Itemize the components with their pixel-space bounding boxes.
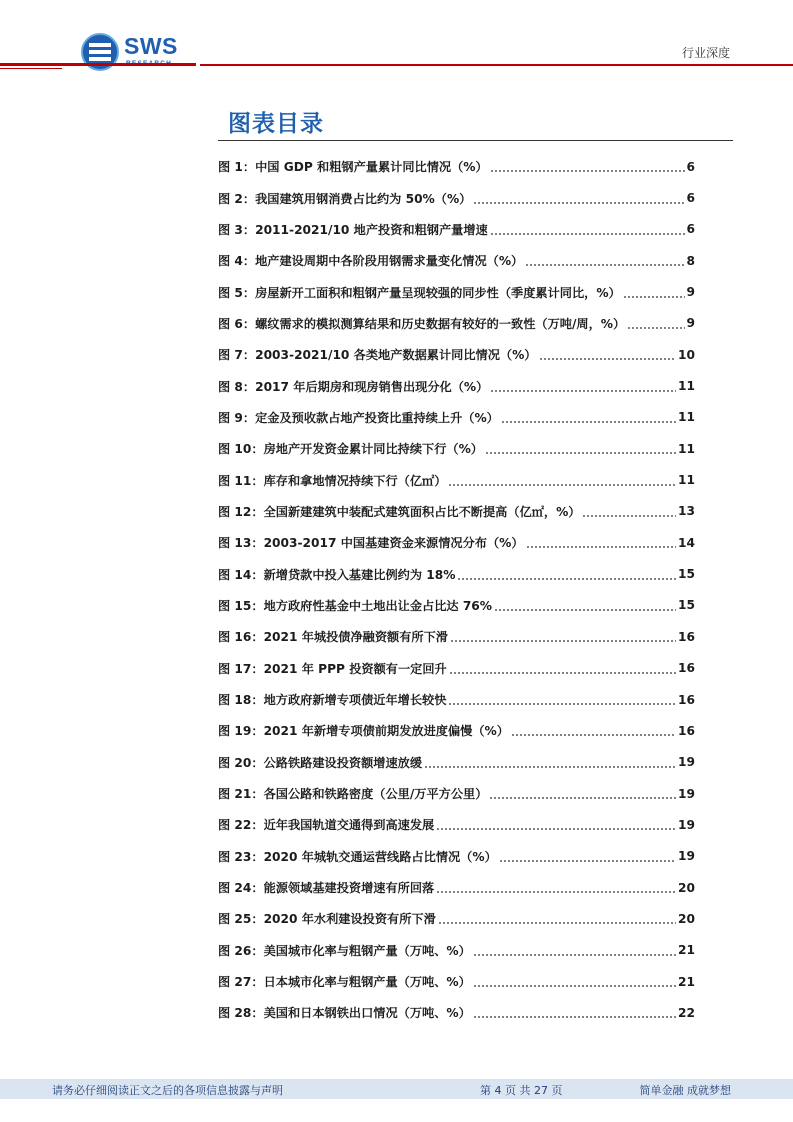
toc-entry-label: 图 5：房屋新开工面积和粗钢产量呈现较强的同步性（季度累计同比，%） [218,285,621,300]
toc-leader-dots [582,515,676,517]
toc-entry-page: 22 [678,1005,695,1020]
toc-leader-dots [448,703,676,705]
footer-page-info: 第 4 页 共 27 页 [480,1084,563,1097]
toc-leader-dots [539,358,677,360]
toc-entry-label: 图 22：近年我国轨道交通得到高速发展 [218,818,435,833]
toc-entry[interactable] [218,809,695,840]
toc-entry-page: 19 [678,786,695,801]
report-type-label: 行业深度 [681,46,730,60]
toc-entry-page: 20 [678,911,695,926]
toc-leader-dots [473,985,676,987]
toc-entry[interactable] [218,903,695,934]
toc-leader-dots [436,891,676,893]
toc-entry-page: 19 [678,817,695,832]
toc-leader-dots [457,578,676,580]
toc-entry-page: 6 [686,222,695,237]
toc-entry[interactable] [218,339,695,370]
toc-entry-label: 图 26：美国城市化率与粗钢产量（万吨、%） [218,943,471,958]
toc-leader-dots [623,296,685,298]
toc-entry-page: 19 [678,755,695,770]
toc-entry-page: 19 [678,849,695,864]
toc-entry-label: 图 21：各国公路和铁路密度（公里/万平方公里） [218,787,488,802]
toc-entry-page: 21 [678,943,695,958]
toc-title: 图表目录 [228,111,324,137]
toc-entry-page: 10 [678,347,695,362]
toc-entry[interactable] [218,590,695,621]
logo-text: SWS [124,33,178,59]
company-logo [80,32,190,74]
toc-entry-label: 图 8：2017 年后期房和现房销售出现分化（%） [218,379,489,394]
toc-entry-page: 15 [678,598,695,613]
toc-entry-page: 20 [678,880,695,895]
toc-entry[interactable] [218,653,695,684]
toc-entry-page: 16 [678,661,695,676]
toc-entry-label: 图 10：房地产开发资金累计同比持续下行（%） [218,442,483,457]
toc-entry-page: 11 [678,379,695,394]
toc-leader-dots [494,609,676,611]
header-rule-left-thin [0,68,62,69]
toc-entry-label: 图 15：地方政府性基金中土地出让金占比达 76% [218,598,492,613]
toc-entry[interactable] [218,747,695,778]
toc-entry-label: 图 27：日本城市化率与粗钢产量（万吨、%） [218,975,471,990]
toc-entry[interactable] [218,997,695,1028]
toc-entry-label: 图 9：定金及预收款占地产投资比重持续上升（%） [218,410,499,425]
toc-entry[interactable] [218,966,695,997]
toc-leader-dots [449,672,676,674]
toc-entry[interactable] [218,715,695,746]
toc-list [218,151,695,1029]
toc-leader-dots [627,327,684,329]
toc-leader-dots [424,766,676,768]
toc-leader-dots [490,390,676,392]
toc-entry-label: 图 6：螺纹需求的模拟测算结果和历史数据有较好的一致性（万吨/周，%） [218,316,626,331]
toc-title-rule [218,140,733,141]
toc-entry-page: 13 [678,504,695,519]
toc-leader-dots [485,452,676,454]
toc-leader-dots [490,233,685,235]
toc-entry-page: 16 [678,723,695,738]
toc-leader-dots [526,546,676,548]
toc-entry-page: 21 [678,974,695,989]
toc-entry-label: 图 28：美国和日本钢铁出口情况（万吨、%） [218,1006,471,1021]
toc-entry[interactable] [218,402,695,433]
toc-entry[interactable] [218,276,695,307]
toc-entry[interactable] [218,433,695,464]
toc-entry-label: 图 11：库存和拿地情况持续下行（亿㎡） [218,473,447,488]
toc-entry[interactable] [218,496,695,527]
toc-leader-dots [501,421,676,423]
toc-entry-label: 图 18：地方政府新增专项债近年增长较快 [218,693,447,708]
toc-leader-dots [450,640,676,642]
toc-entry-page: 15 [678,567,695,582]
toc-entry-page: 8 [686,253,695,268]
toc-entry[interactable] [218,151,695,182]
toc-leader-dots [448,484,676,486]
toc-entry[interactable] [218,182,695,213]
toc-entry-label: 图 12：全国新建建筑中装配式建筑面积占比不断提高（亿㎡，%） [218,504,581,519]
toc-leader-dots [490,170,685,172]
toc-entry[interactable] [218,464,695,495]
toc-entry[interactable] [218,841,695,872]
toc-entry[interactable] [218,872,695,903]
toc-leader-dots [473,202,684,204]
toc-entry[interactable] [218,558,695,589]
toc-entry-label: 图 2：我国建筑用钢消费占比约为 50%（%） [218,191,472,206]
toc-leader-dots [436,828,676,830]
toc-entry-page: 9 [686,316,695,331]
toc-entry-label: 图 17：2021 年 PPP 投资额有一定回升 [218,661,447,676]
toc-leader-dots [499,860,676,862]
toc-entry-label: 图 13：2003-2017 中国基建资金来源情况分布（%） [218,536,524,551]
footer-slogan: 简单金融 成就梦想 [639,1084,731,1097]
toc-entry-page: 6 [686,191,695,206]
toc-entry-label: 图 3：2011-2021/10 地产投资和粗钢产量增速 [218,222,488,237]
toc-entry-label: 图 1：中国 GDP 和粗钢产量累计同比情况（%） [218,160,488,175]
toc-entry-label: 图 16：2021 年城投债净融资额有所下滑 [218,630,448,645]
header-rule-left [0,63,196,66]
toc-leader-dots [489,797,676,799]
toc-entry-label: 图 25：2020 年水利建设投资有所下滑 [218,912,436,927]
toc-entry-page: 14 [678,535,695,550]
toc-entry-label: 图 23：2020 年城轨交通运营线路占比情况（%） [218,849,497,864]
toc-entry-label: 图 14：新增贷款中投入基建比例约为 18% [218,567,456,582]
toc-leader-dots [511,734,676,736]
toc-entry[interactable] [218,684,695,715]
toc-entry-label: 图 7：2003-2021/10 各类地产数据累计同比情况（%） [218,348,537,363]
toc-entry[interactable] [218,308,695,339]
toc-entry-page: 9 [686,285,695,300]
sws-logo-icon [80,32,120,72]
toc-entry-page: 6 [686,159,695,174]
toc-entry-label: 图 19：2021 年新增专项债前期发放进度偏慢（%） [218,724,509,739]
toc-entry[interactable] [218,621,695,652]
toc-entry-page: 11 [678,441,695,456]
toc-entry-label: 图 24：能源领域基建投资增速有所回落 [218,881,435,896]
footer-disclaimer[interactable]: 请务必仔细阅读正文之后的各项信息披露与声明 [52,1084,283,1097]
toc-entry[interactable] [218,778,695,809]
toc-entry[interactable] [218,370,695,401]
toc-entry[interactable] [218,245,695,276]
toc-entry-page: 11 [678,410,695,425]
toc-entry-page: 16 [678,629,695,644]
toc-entry[interactable] [218,935,695,966]
toc-entry-label: 图 20：公路铁路建设投资额增速放缓 [218,755,423,770]
toc-entry[interactable] [218,214,695,245]
toc-entry-page: 11 [678,473,695,488]
toc-leader-dots [473,1016,676,1018]
toc-leader-dots [473,954,676,956]
toc-entry[interactable] [218,527,695,558]
header-rule-right [200,64,793,66]
toc-entry-label: 图 4：地产建设周期中各阶段用钢需求量变化情况（%） [218,254,524,269]
toc-leader-dots [525,264,684,266]
toc-leader-dots [438,922,676,924]
toc-entry-page: 16 [678,692,695,707]
